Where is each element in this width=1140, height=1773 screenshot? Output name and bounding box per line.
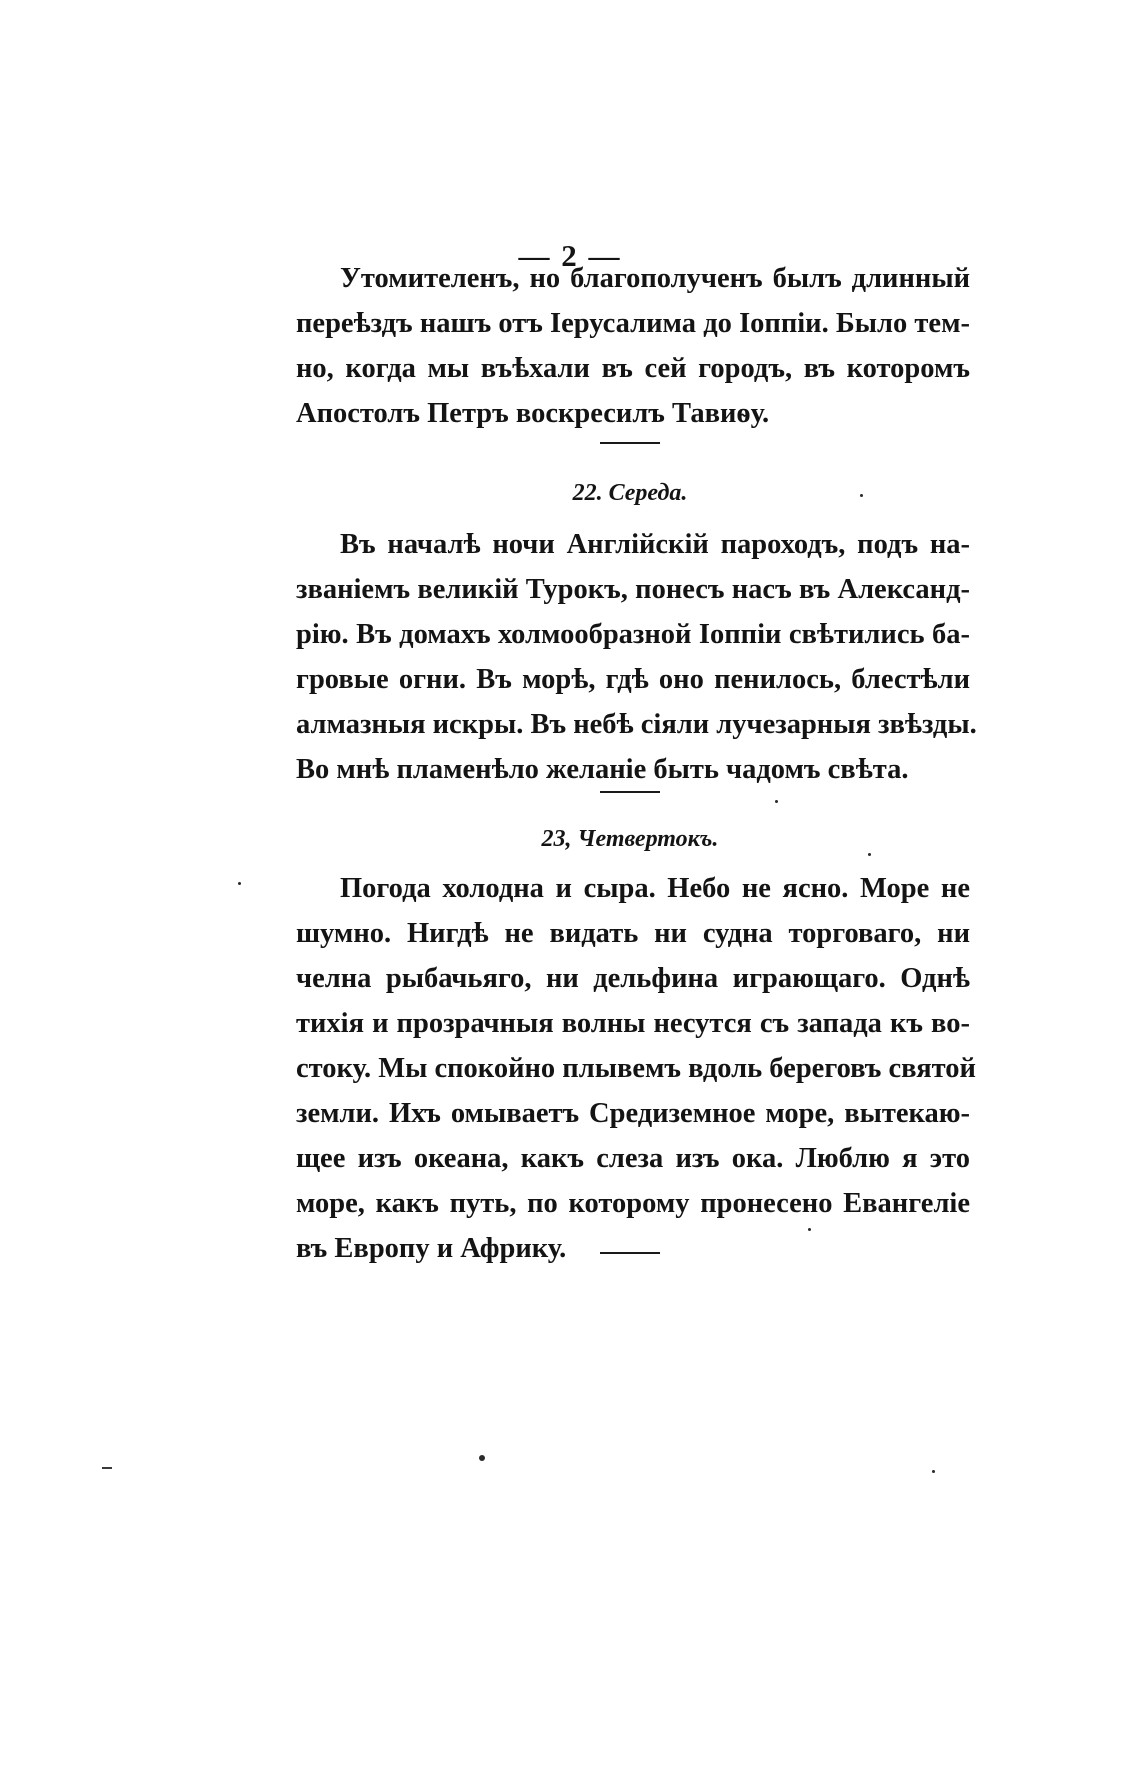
text-line: званіемъ великій Турокъ, понесъ насъ въ Александ- [296,574,970,605]
paragraph-text [296,522,977,792]
text-line: Утомителенъ, но благополученъ былъ длинный [340,263,970,294]
paragraph-text [296,866,976,1271]
text-line: шумно. Нигдѣ не видать ни судна торговаго, ни [296,918,970,949]
scan-mark [102,1467,112,1469]
paragraph-1 [296,256,970,436]
scan-speck [479,1455,485,1461]
section-divider [600,791,660,793]
text-line: море, какъ путь, по которому пронесено Евангеліе [296,1188,970,1219]
scan-speck [808,1228,811,1231]
scan-speck [860,494,863,497]
scan-speck [932,1470,935,1473]
paragraph-3 [296,866,976,1271]
text-line: но, когда мы въѣхали въ сей городъ, въ которомъ [296,353,970,384]
page-number: — 2 — [518,238,622,273]
scan-speck [238,882,241,885]
text-line: челна рыбачьяго, ни дельфина играющаго. Однѣ [296,963,970,994]
entry-date-heading: 23, Четвертокъ. [541,826,719,852]
section-divider [600,442,660,444]
text-line: Во мнѣ пламенѣло желаніе быть чадомъ свѣта. [296,754,909,785]
paragraph-text [296,256,970,436]
text-line: Апостолъ Петръ воскресилъ Тавиѳу. [296,398,770,429]
text-line: алмазныя искры. Въ небѣ сіяли лучезарныя звѣзды. [296,709,977,740]
text-line: земли. Ихъ омываетъ Средиземное море, вытекаю- [296,1098,970,1129]
paragraph-2 [296,522,977,792]
text-line: Погода холодна и сыра. Небо не ясно. Море не [340,873,970,904]
text-line: тихія и прозрачныя волны несутся съ запада къ во- [296,1008,970,1039]
entry-date-heading: 22. Середа. [572,480,688,506]
scan-speck [868,853,871,856]
scan-speck [775,800,778,803]
text-line: переѣздъ нашъ отъ Іерусалима до Іоппіи. Было тем- [296,308,970,339]
text-line: въ Европу и Африку. [296,1233,567,1264]
text-line: Въ началѣ ночи Англійскій пароходъ, подъ на- [340,529,970,560]
text-line: гровые огни. Въ морѣ, гдѣ оно пенилось, блестѣли [296,664,970,695]
text-line: щее изъ океана, какъ слеза изъ ока. Люблю я это [296,1143,970,1174]
section-divider [600,1252,660,1254]
text-line: стоку. Мы спокойно плывемъ вдоль береговъ святой [296,1053,976,1084]
text-line: рію. Въ домахъ холмообразной Іоппіи свѣтились ба- [296,619,970,650]
